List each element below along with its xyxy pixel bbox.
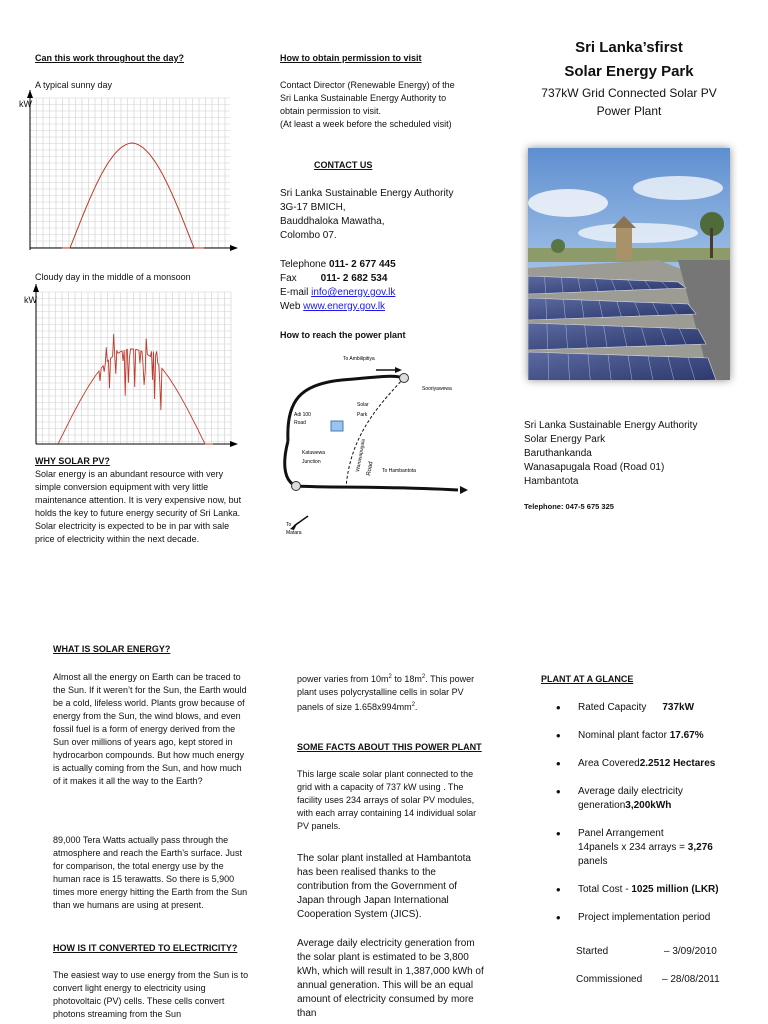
why-solar-body: Solar energy is an abundant resource with very simple conversion equipment with very little maintenance attention. It is very expensive now, but holds the key to future energy security of Sri Lanka. Solar electricity is expected to be in par with sale price of electricity within the next decade. [35, 469, 242, 544]
map-label-to: To [286, 522, 292, 528]
map-label-hambantota: To Hambantota [382, 468, 416, 474]
glance-plant-factor [556, 729, 756, 743]
map-label-sooriyawewa: Sooriyawewa [422, 386, 452, 392]
permission-line-2: Sri Lanka Sustainable Energy Authority to [280, 93, 447, 103]
panel-size-c: . This power plant uses polycrystalline cells in solar PV panels of size 1.658x994mm [297, 674, 475, 712]
glance-area [556, 757, 756, 771]
cover-telephone: Telephone: 047-5 675 325 [524, 502, 614, 511]
fax-number: 011- 2 682 534 [320, 273, 388, 284]
photo-tower [616, 226, 632, 260]
panel-arrangement-line: 14panels x 234 arrays = [578, 842, 688, 853]
cloudy-chart-ylabel: kW [24, 295, 37, 305]
cloudy-chart-grid [36, 292, 231, 444]
plant-factor-label: Nominal plant factor [578, 730, 667, 741]
glance-implementation-period [556, 911, 756, 925]
total-cost-value: 1025 million (LKR) [631, 884, 719, 895]
map-junction-south [292, 482, 301, 491]
contact-fax-row [280, 272, 500, 286]
cover-address-line-3: Baruthankanda [524, 448, 592, 459]
fax-label: Fax [280, 273, 297, 284]
map-south-road [296, 486, 458, 490]
solar-park-photo [528, 148, 730, 380]
map-label-ambilipitiya: To Ambilipitiya [343, 356, 375, 362]
map-main-road [288, 376, 404, 441]
photo-cloud-2 [633, 176, 723, 200]
permission-line-1: Contact Director (Renewable Energy) of the [280, 80, 455, 90]
plant-factor-value: 17.67% [669, 730, 704, 741]
photo-tree-left [551, 239, 565, 253]
map-junction-north [400, 374, 409, 383]
route-map [270, 346, 470, 551]
photo-tree-trunk [710, 228, 713, 258]
implementation-period-label: Project implementation period [578, 912, 711, 923]
contact-address [280, 187, 500, 243]
map-label-road-rotated: Road [366, 461, 375, 477]
permission-text [280, 79, 500, 131]
how-converted-heading: HOW IS IT CONVERTED TO ELECTRICITY? [53, 943, 238, 953]
why-solar-heading: WHY SOLAR PV? [35, 456, 110, 466]
panel-size-sup-3: 2 [411, 702, 415, 708]
panel-size-d: . [414, 702, 418, 712]
contact-heading: CONTACT US [314, 160, 373, 170]
panel-size-sup-1: 2 [388, 674, 392, 680]
map-north-arrow-head [395, 367, 402, 373]
cover-address-line-1: Sri Lanka Sustainable Energy Authority [524, 420, 698, 431]
photo-cloud-3 [578, 223, 698, 243]
web-link[interactable]: www.energy.gov.lk [303, 301, 386, 312]
daylight-heading: Can this work throughout the day? [35, 53, 184, 63]
sunny-day-chart [22, 90, 242, 260]
contact-telephone-row [280, 258, 500, 272]
generation-label-2: generation [578, 800, 626, 811]
map-east-arrow-head [460, 486, 468, 494]
cover-address-line-5: Hambantota [524, 476, 579, 487]
sunny-chart-grid [30, 98, 230, 248]
area-label: Area Covered [578, 758, 640, 769]
started-value: – 3/09/2010 [664, 946, 717, 957]
permission-heading: How to obtain permission to visit [280, 53, 422, 63]
what-solar-para-1: Almost all the energy on Earth can be traced to the Sun. If it weren’t for the Sun, the Earth would be a cold, lifeless world. Plants grow because of energy from the Sun, the wind blows, and even fossil fuel is a form of energy derived from the Sun over millions of years ago, kept stored in hydrocarbon compounds. But how much energy is actually coming from the Sun, and how much of it makes it all the way to the Earth? [53, 672, 247, 786]
telephone-label: Telephone [280, 259, 327, 270]
generation-label-1: Average daily electricity [578, 786, 683, 797]
glance-started-row [576, 945, 756, 959]
permission-line-4: (At least a week before the scheduled visit) [280, 119, 452, 129]
facts-para-1: This large scale solar plant connected to the grid with a capacity of 737 kW using . The facility uses 234 arrays of solar PV modules, with each array containing 14 individual solar PV panels. [297, 769, 477, 831]
cover-subtitle-line-1: 737kW Grid Connected Solar PV [541, 86, 717, 100]
started-label: Started [576, 946, 609, 957]
contact-details [280, 258, 500, 314]
email-label: E-mail [280, 287, 309, 298]
cloudy-chart-y-arrow [33, 284, 39, 292]
sunny-chart-ylabel: kW [19, 99, 32, 109]
panel-arrangement-label: Panel Arrangement [578, 828, 664, 839]
glance-list-wrap [556, 701, 756, 939]
cover-address-line-2: Solar Energy Park [524, 434, 606, 445]
cover-title-block [520, 36, 738, 120]
telephone-number: 011- 2 677 445 [328, 259, 396, 270]
how-converted-para: The easiest way to use energy from the Sun is to convert light energy to electricity using photovoltaic (PV) cells. These cells convert photons streaming from the Sun [53, 970, 249, 1019]
glance-panel-arrangement [556, 827, 756, 869]
facts-para-2: The solar plant installed at Hambantota has been realised thanks to the contribution from the Government of Japan through Japan International Cooperation System (JICS). [297, 853, 471, 920]
map-label-adi: Adi 100 [294, 412, 311, 418]
map-label-solar: Solar [357, 402, 369, 408]
photo-cloud-1 [528, 189, 608, 217]
what-solar-para-2: 89,000 Tera Watts actually pass through the atmosphere and reach the Earth’s surface. Just for comparison, the total energy use by the human race is 15 terawatts. So there is 5,900 times more energy hitting the Earth from the Sun than we humans are using at present. [53, 835, 248, 910]
rated-capacity-label: Rated Capacity [578, 702, 647, 713]
cover-address-line-4: Wanasapugala Road (Road 01) [524, 462, 665, 473]
contact-address-line-1: Sri Lanka Sustainable Energy Authority [280, 188, 454, 199]
panel-size-a: power varies from 10m [297, 674, 389, 684]
web-label: Web [280, 301, 301, 312]
cloudy-day-chart [28, 284, 243, 452]
panel-size-sup-2: 2 [421, 674, 426, 680]
glance-commissioned-row [576, 973, 756, 987]
panel-arrangement-value: 3,276 [687, 842, 713, 853]
commissioned-label: Commissioned [576, 974, 643, 985]
facts-heading: SOME FACTS ABOUT THIS POWER PLANT [297, 742, 482, 752]
sunny-day-caption: A typical sunny day [35, 80, 113, 90]
cover-title-line-1: Sri Lanka’sfirst [575, 39, 683, 56]
reach-heading: How to reach the power plant [280, 330, 406, 340]
cloudy-chart-x-arrow [230, 441, 238, 447]
map-label-matara: Matara [286, 530, 302, 536]
sunny-chart-y-arrow [27, 90, 33, 98]
contact-web-row [280, 300, 500, 314]
commissioned-value: – 28/08/2011 [662, 974, 720, 985]
glance-total-cost [556, 883, 756, 897]
rated-capacity-value: 737kW [662, 702, 695, 713]
glance-list [556, 701, 756, 925]
panel-size-b: to 18m [391, 674, 422, 684]
map-label-park: Park [357, 412, 368, 418]
cover-address [524, 419, 734, 489]
glance-heading: PLANT AT A GLANCE [541, 674, 634, 684]
contact-address-line-3: Bauddhaloka Mawatha, [280, 216, 385, 227]
area-value: 2.2512 Hectares [639, 758, 716, 769]
contact-address-line-2: 3G-17 BMICH, [280, 202, 346, 213]
panel-arrangement-unit: panels [578, 856, 608, 867]
total-cost-label: Total Cost - [578, 884, 632, 895]
map-west-road [285, 441, 296, 486]
glance-rated-capacity [556, 701, 756, 715]
email-link[interactable]: info@energy.gov.lk [311, 287, 396, 298]
permission-line-3: obtain permission to visit. [280, 106, 382, 116]
generation-value: 3,200kWh [625, 800, 672, 811]
panel-size-para [297, 671, 485, 714]
cover-subtitle-line-2: Power Plant [596, 104, 662, 118]
map-label-junction: Junction [302, 459, 321, 465]
what-solar-heading: WHAT IS SOLAR ENERGY? [53, 644, 171, 654]
map-label-wanasapugala: Wanasapugala [355, 438, 367, 473]
contact-address-line-4: Colombo 07. [280, 230, 337, 241]
cloudy-day-caption: Cloudy day in the middle of a monsoon [35, 272, 191, 282]
facts-para-3: Average daily electricity generation from the solar plant is estimated to be 3,800 kWh, which will result in 1,387,000 kWh of annual generation. This will be an equal amount of electricity consumed by more than [297, 938, 484, 1019]
sunny-chart-x-arrow [230, 245, 238, 251]
cover-title-line-2: Solar Energy Park [564, 63, 694, 80]
map-label-road: Road [294, 420, 306, 426]
contact-email-row [280, 286, 500, 300]
glance-generation [556, 785, 756, 813]
map-solar-park-marker [331, 421, 343, 431]
map-label-katuwewa: Katuwewa [302, 450, 326, 456]
